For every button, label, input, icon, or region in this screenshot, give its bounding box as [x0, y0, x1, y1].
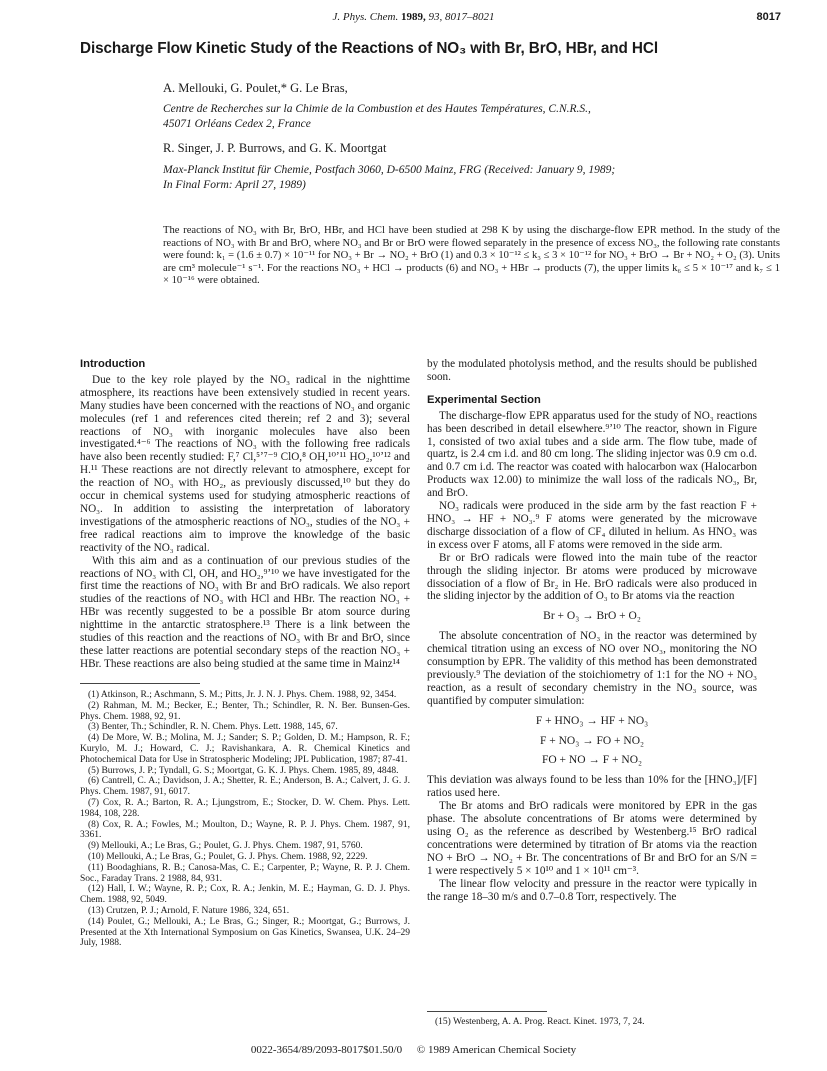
exp-paragraph-3: Br or BrO radicals were flowed into the main tube of the reactor through the sliding injector. Br atoms were produced by microwave dissociation of a flow of Br₂ in He. BrO radicals were also produced in the sliding injector by the addition of O₃ to Br atoms via the reaction — [427, 551, 757, 603]
equation-br-o3: Br + O₃ → BrO + O₂ — [543, 610, 641, 623]
reference-6: (6) Cantrell, C. A.; Davidson, J. A.; Shetter, R. E.; Anderson, B. A.; Calvert, J. G. J. Phys. Chem. 1987, 91, 6017. — [80, 776, 410, 798]
equation-f-no3: F + NO₃ → FO + NO₂ — [539, 734, 645, 747]
affiliation-1-line-1: Centre de Recherches sur la Chimie de la Combustion et des Hautes Températures, C.N.R.S., — [163, 103, 591, 115]
exp-paragraph-7: The linear flow velocity and pressure in the reactor were typically in the range 18–30 m/s and 0.7–0.8 Torr, respectively. The — [427, 877, 757, 903]
journal-volume: 93, — [428, 11, 443, 23]
affiliation-1-line-2: 45071 Orléans Cedex 2, France — [163, 118, 311, 130]
reference-7: (7) Cox, R. A.; Barton, R. A.; Ljungstrom, E.; Stocker, D. W. Chem. Phys. Lett. 1984, 108, 228. — [80, 797, 410, 819]
affiliation-1 — [163, 102, 783, 132]
footnote-divider-left — [80, 683, 200, 684]
reference-2: (2) Rahman, M. M.; Becker, E.; Benter, Th.; Schindler, R. N. Ber. Bunsen-Ges. Phys. Chem. 1988, 92, 91. — [80, 700, 410, 722]
affiliation-2 — [163, 163, 783, 193]
article-code: 0022-3654/89/2093-8017$01.50/0 — [250, 1044, 403, 1056]
exp-paragraph-4: The absolute concentration of NO₃ in the reactor was determined by chemical titration using an excess of NO over NO₃, monitoring the NO consumption by EPR. The validity of this method has been demonstrated previously.⁹ The deviation of the stoichiometry of 1:1 for the NO + NO₃ reaction, as a result of secondary chemistry in the NO₃ source, was quantified by computer simulation: — [427, 630, 757, 707]
references-right — [427, 1017, 757, 1028]
running-head — [0, 11, 827, 25]
authors-group-1: A. Mellouki, G. Poulet,* G. Le Bras, — [163, 81, 348, 95]
exp-paragraph-1: The discharge-flow EPR apparatus used for the study of NO₃ reactions has been described in detail elsewhere.⁹ʼ¹⁰ The reactor, shown in Figure 1, consisted of two axial tubes and a side arm. The flow tube, made of quartz, is 2.4 cm i.d. and 80 cm long. The sliding injector was 0.9 cm o.d. and 0.7 cm i.d. The reactor was coated with halocarbon wax (Halocarbon Products wax 12.00) to minimize the wall loss of the radicals NO₃, Br, and BrO. — [427, 409, 757, 500]
journal-pages: 8017–8021 — [444, 11, 495, 23]
equation-fo-no: FO + NO → F + NO₂ — [541, 754, 643, 767]
footnote-divider-right — [427, 1011, 547, 1012]
affiliation-2-line-1: Max-Planck Institut für Chemie, Postfach 3060, D-6500 Mainz, FRG (Received: January 9, 1989; — [163, 164, 616, 176]
intro-paragraph-2: With this aim and as a continuation of our previous studies of the reactions of NO₃ with Cl, OH, and HO₂,⁹ʼ¹⁰ we have investigated for the first time the reactions of NO₃ with Br and BrO radicals. We also report studies of the reactions of NO₃ with HCl and HBr. The reaction NO₃ + HBr was recently suggested to be a possible Br atom source during nighttime in the antarctic stratosphere.¹³ There is a link between the studies of this reaction and the reactions of NO₃ with Br and BrO, since these latter reactions are potential secondary steps of the reaction NO₃ + HBr. These reactions are also being studied at the same time in Mainz¹⁴ — [80, 554, 410, 670]
experimental-heading: Experimental Section — [427, 393, 541, 406]
article-title: Discharge Flow Kinetic Study of the Reactions of NO₃ with Br, BrO, HBr, and HCl — [80, 40, 658, 57]
reference-1: (1) Atkinson, R.; Aschmann, S. M.; Pitts, Jr. J. N. J. Phys. Chem. 1988, 92, 3454. — [88, 690, 397, 700]
reference-8: (8) Cox, R. A.; Fowles, M.; Moulton, D.; Wayne, R. P. J. Phys. Chem. 1987, 91, 3361. — [80, 819, 410, 841]
equation-f-hno3: F + HNO₃ → HF + NO₃ — [535, 714, 649, 727]
reference-13: (13) Crutzen, P. J.; Arnold, F. Nature 1986, 324, 651. — [88, 905, 290, 916]
abstract — [163, 225, 780, 288]
exp-paragraph-6: The Br atoms and BrO radicals were monitored by EPR in the gas phase. The absolute concentrations of Br atoms were determined by using O₂ as the reference as described by Westenberg.¹⁵ BrO radical concentrations were determined by titration of Br atoms via the reaction NO + BrO → NO₂ + Br. The concentrations of Br and BrO for an S/N = 1 were respectively 5 × 10¹⁰ and 1 × 10¹¹ cm⁻³. — [427, 800, 757, 877]
journal-year: 1989, — [400, 11, 426, 23]
page-footer — [0, 1044, 827, 1056]
exp-paragraph-5: This deviation was always found to be less than 10% for the [HNO₃]/[F] ratios used here. — [427, 774, 757, 800]
reference-10: (10) Mellouki, A.; Le Bras, G.; Poulet, G. J. Phys. Chem. 1988, 92, 2229. — [88, 851, 368, 862]
reference-14: (14) Poulet, G.; Mellouki, A.; Le Bras, G.; Singer, R.; Moortgat, G.; Burrows, J. Presented at the Xth International Symposium on Gas Kinetics, Swansea, U.K. 24–29 July, 1988. — [80, 916, 410, 949]
abstract-text: The reactions of NO₃ with Br, BrO, HBr, and HCl have been studied at 298 K by using the discharge-flow EPR method. In the study of the reactions of NO₃ with Br and BrO, where NO₃ and Br or BrO were flowed separately in the presence of excess NO₃, the following rate constants were found: k₁ = (1.6 ± 0.7) × 10⁻¹¹ for NO₃ + Br → NO₂ + BrO (1) and 0.3 × 10⁻¹² ≤ k₃ ≤ 3 × 10⁻¹² for NO₃ + BrO → Br + NO₂ + O₂ (3). Units are cm³ molecule⁻¹ s⁻¹. For the reactions NO₃ + HCl → products (6) and NO₃ + HBr → products (7), the upper limits k₆ ≤ 5 × 10⁻¹⁷ and k₇ ≤ 1 × 10⁻¹⁶ were obtained. — [163, 225, 780, 287]
page-number: 8017 — [756, 11, 781, 23]
reference-11: (11) Boodaghians, R. B.; Canosa-Mas, C. E.; Carpenter, P.; Wayne, R. P. J. Chem. Soc., Faraday Trans. 2 1988, 84, 931. — [80, 862, 410, 884]
exp-paragraph-2: NO₃ radicals were produced in the side arm by the fast reaction F + HNO₃ → HF + NO₃.⁹ F atoms were generated by the microwave discharge dissociation of a flow of CF₄ diluted in helium. As HNO₃ was in excess over F atoms, all F atoms were removed in the side arm. — [427, 500, 757, 551]
reference-5: (5) Burrows, J. P.; Tyndall, G. S.; Moortgat, G. K. J. Phys. Chem. 1985, 89, 4848. — [88, 765, 399, 776]
journal-name: J. Phys. Chem. — [332, 11, 399, 23]
reference-4: (4) De More, W. B.; Molina, M. J.; Sander; S. P.; Golden, D. M.; Hampson, R. F.; Kurylo, M. J.; Howard, C. J.; Ravishankara, A. R. Chemical Kinetics and Photochemical Data for Use in Stratospheric Modeling; JPL Publication, 1987; 87-41. — [80, 733, 410, 765]
reference-3: (3) Benter, Th.; Schindler, R. N. Chem. Phys. Lett. 1988, 145, 67. — [88, 722, 338, 733]
reference-9: (9) Mellouki, A.; Le Bras, G.; Poulet, G. J. Phys. Chem. 1987, 91, 5760. — [88, 841, 363, 852]
intro-paragraph-1: Due to the key role played by the NO₃ radical in the nighttime atmosphere, its reactions have been extensively studied in recent years. Many studies have been concerned with the reactions of NO₃ and organic molecules (ref 1 and references cited therein; ref 2 and 3); several reactions of NO₃ with inorganic molecules have also been investigated.⁴⁻⁶ The reactions of NO₃ with the following free radicals have also been recently studied: F,⁷ Cl,⁵ʼ⁷⁻⁹ ClO,⁸ OH,¹⁰ʼ¹¹ HO₂,¹⁰ʼ¹² and H.¹¹ These reactions are not directly relevant to atmosphere, except for the reaction of NO₃ with HO₂, as previously discussed,¹⁰ but they do occur in chemical systems used for studying atmospheric reactions of NO₃. In addition to assisting the interpretation of laboratory investigations of the atmospheric reactions of NO₃, studies of the NO₃ + free radical reactions aim to improve the knowledge of the basic reactivity of the NO₃ radical. — [80, 373, 410, 554]
introduction-heading: Introduction — [80, 358, 146, 370]
references-left — [80, 690, 410, 949]
left-column — [80, 358, 410, 671]
reference-12: (12) Hall, I. W.; Wayne, R. P.; Cox, R. A.; Jenkin, M. E.; Hayman, G. D. J. Phys. Chem. 1988, 92, 5049. — [80, 884, 410, 906]
reference-15: (15) Westenberg, A. A. Prog. React. Kinet. 1973, 7, 24. — [435, 1017, 645, 1027]
copyright-notice: © 1989 American Chemical Society — [416, 1044, 577, 1056]
intro-continuation: by the modulated photolysis method, and the results should be published soon. — [427, 358, 757, 383]
journal-citation — [0, 11, 827, 23]
right-column — [427, 358, 757, 903]
authors-group-2: R. Singer, J. P. Burrows, and G. K. Moortgat — [163, 141, 387, 155]
affiliation-2-line-2: In Final Form: April 27, 1989) — [163, 179, 306, 191]
